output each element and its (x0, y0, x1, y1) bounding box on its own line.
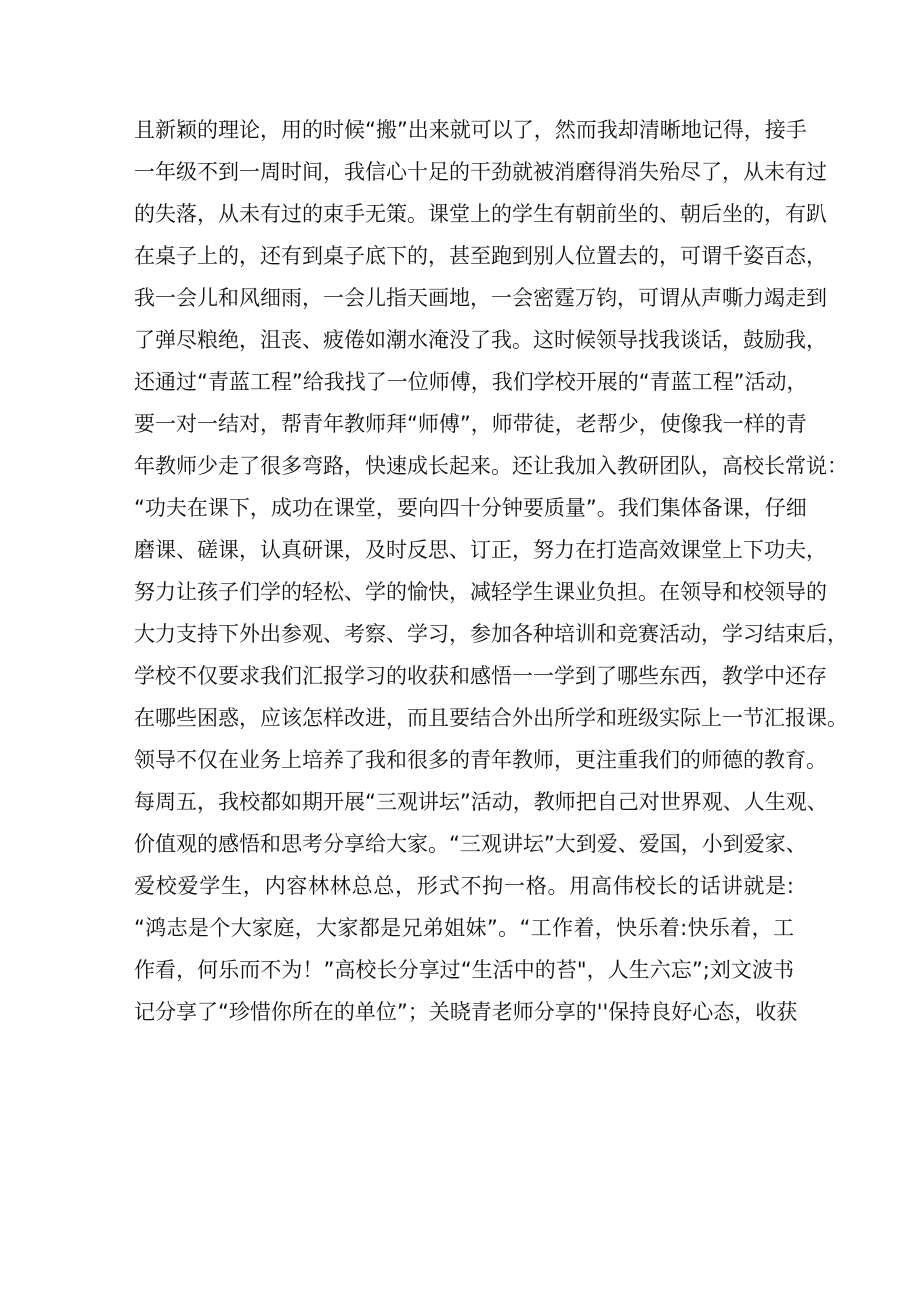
text-line: 领导不仅在业务上培养了我和很多的青年教师，更注重我们的师德的教育。 (134, 748, 827, 772)
text-line: 在哪些困惑，应该怎样改进，而且要结合外出所学和班级实际上一节汇报课。 (134, 706, 848, 730)
text-line: 学校不仅要求我们汇报学习的收获和感悟一一学到了哪些东西，教学中还存 (134, 664, 827, 688)
text-line: 努力让孩子们学的轻松、学的愉快，减轻学生课业负担。在领导和校领导的 (134, 580, 827, 604)
text-line: “鸿志是个大家庭，大家都是兄弟姐妹”。“工作着，快乐着:快乐着，工 (134, 916, 794, 940)
text-line: 在桌子上的，还有到桌子底下的，甚至跑到别人位置去的，可谓千姿百态， (134, 244, 827, 268)
text-line: 记分享了“珍惜你所在的单位”；关晓青老师分享的''保持良好心态，收获 (134, 1000, 798, 1024)
text-line: 价值观的感悟和思考分享给大家。“三观讲坛”大到爱、爱国，小到爱家、 (134, 832, 807, 856)
text-line: 年教师少走了很多弯路，快速成长起来。还让我加入教研团队，高校长常说： (134, 454, 848, 478)
text-line: 要一对一结对，帮青年教师拜“师傅”，师带徒，老帮少，使像我一样的青 (134, 412, 807, 436)
text-line: 还通过“青蓝工程”给我找了一位师傅，我们学校开展的“青蓝工程”活动， (134, 370, 808, 394)
text-line: 一年级不到一周时间，我信心十足的干劲就被消磨得消失殆尽了，从未有过 (134, 160, 827, 184)
text-line: 的失落，从未有过的束手无策。课堂上的学生有朝前坐的、朝后坐的，有趴 (134, 202, 827, 226)
text-line: 我一会儿和风细雨，一会儿指天画地，一会密霆万钧，可谓从声嘶力竭走到 (134, 286, 827, 310)
text-line: 了弹尽粮绝，沮丧、疲倦如潮水淹没了我。这时候领导找我谈话，鼓励我， (134, 328, 827, 352)
text-line: 大力支持下外出参观、考察、学习，参加各种培训和竞赛活动，学习结束后， (134, 622, 848, 646)
text-line: 且新颖的理论，用的时候“搬”出来就可以了，然而我却清晰地记得，接手 (134, 118, 807, 142)
text-line: 磨课、磋课，认真研课，及时反思、订正，努力在打造高效课堂上下功夫， (134, 538, 827, 562)
text-line: 爱校爱学生，内容林林总总，形式不拘一格。用高伟校长的话讲就是: (134, 874, 794, 898)
text-line: 每周五，我校都如期开展“三观讲坛”活动，教师把自己对世界观、人生观、 (134, 790, 828, 814)
text-line: “功夫在课下，成功在课堂，要向四十分钟要质量”。我们集体备课，仔细 (134, 496, 807, 520)
body-text (134, 109, 848, 1033)
text-line: 作看，何乐而不为！”高校长分享过“生活中的苔"，人生六忘”;刘文波书 (134, 958, 794, 982)
